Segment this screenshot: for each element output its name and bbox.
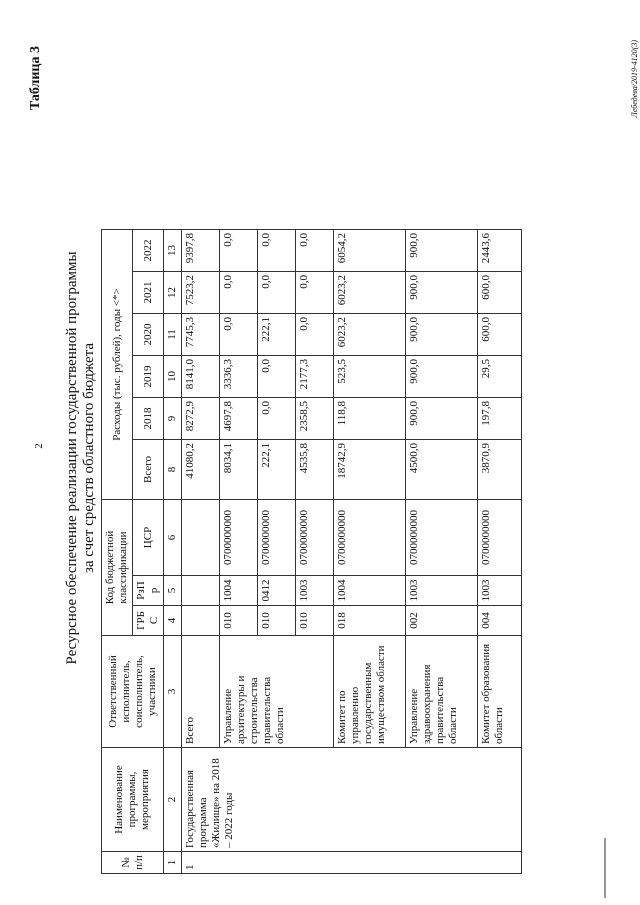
responsible-cell: Управление архитектуры и строительства правительства области [220,636,334,748]
value-cell: 7523,2 [182,272,220,314]
grbs-cell: 018 [334,606,406,636]
column-number: 2 [164,748,182,852]
header-rzpr: РзП р [133,576,164,606]
value-cell: 6023,2 [334,314,406,356]
column-number: 9 [164,398,182,440]
header-year: 2018 [133,398,164,440]
column-number: 6 [164,500,182,576]
value-cell: 9397,8 [182,230,220,272]
value-cell: 900,0 [406,272,478,314]
value-cell: 0,0 [220,272,258,314]
rzpr-cell: 1003 [406,576,478,606]
value-cell: 0,0 [258,356,296,398]
csr-cell: 0700000000 [220,500,258,576]
value-cell: 0,0 [296,314,334,356]
header-name: Наименование программы, мероприятия [102,748,164,852]
page-number: 2 [32,443,45,449]
program-name: Государственная программа «Жилище» на 2018 – 2022 годы [182,748,522,852]
value-cell: 118,8 [334,398,406,440]
value-cell: 2358,5 [296,398,334,440]
grbs-cell: 002 [406,606,478,636]
document-footer: Лебедева/2019-4120(3) [630,40,639,118]
rotated-page [30,38,640,878]
responsible-cell: Комитет по управлению государственным имуществом области [334,636,406,748]
total-cell: 3870,9 [478,440,522,500]
value-cell: 900,0 [406,314,478,356]
column-number: 11 [164,314,182,356]
title-line-1: Ресурсное обеспечение реализации государственной программы [64,251,80,665]
value-cell: 6054,2 [334,230,406,272]
grbs-cell: 010 [220,606,258,636]
header-num: № п/п [102,852,164,874]
header-year: 2021 [133,272,164,314]
value-cell: 900,0 [406,356,478,398]
grbs-cell: 004 [478,606,522,636]
total-cell: 4535,8 [296,440,334,500]
value-cell: 0,0 [220,314,258,356]
title-line-2: за счет средств областного бюджета [81,342,97,574]
csr-cell [182,500,220,576]
csr-cell: 0700000000 [478,500,522,576]
program-number: 1 [182,852,522,874]
value-cell: 0,0 [296,272,334,314]
rzpr-cell: 1004 [220,576,258,606]
header-budget-code: Код бюджетной классификации [102,500,133,636]
column-number: 8 [164,440,182,500]
scan-edge-mark [604,838,606,898]
value-cell: 0,0 [258,230,296,272]
document-title [64,38,98,878]
header-year: 2020 [133,314,164,356]
column-number: 4 [164,606,182,636]
responsible-cell: Комитет образования области [478,636,522,748]
header-year: 2022 [133,230,164,272]
value-cell: 29,5 [478,356,522,398]
value-cell: 3336,3 [220,356,258,398]
header-row-1 [102,230,133,874]
value-cell: 600,0 [478,272,522,314]
header-expenses: Расходы (тыс. рублей), годы <*> [102,230,133,500]
grbs-cell [182,606,220,636]
value-cell: 0,0 [220,230,258,272]
header-grbs: ГРБ С [133,606,164,636]
column-number: 3 [164,636,182,748]
value-cell: 900,0 [406,398,478,440]
value-cell: 900,0 [406,230,478,272]
column-number: 12 [164,272,182,314]
csr-cell: 0700000000 [296,500,334,576]
table-row [182,230,220,874]
total-cell: 222,1 [258,440,296,500]
value-cell: 197,8 [478,398,522,440]
header-year: 2019 [133,356,164,398]
rzpr-cell [182,576,220,606]
csr-cell: 0700000000 [406,500,478,576]
csr-cell: 0700000000 [258,500,296,576]
value-cell: 2177,3 [296,356,334,398]
csr-cell: 0700000000 [334,500,406,576]
value-cell: 0,0 [258,272,296,314]
value-cell: 0,0 [258,398,296,440]
column-number: 13 [164,230,182,272]
rzpr-cell: 0412 [258,576,296,606]
value-cell: 600,0 [478,314,522,356]
total-cell: 18742,9 [334,440,406,500]
rzpr-cell: 1003 [478,576,522,606]
header-responsible: Ответственный исполнитель, соисполнитель, участники [102,636,164,748]
value-cell: 2443,6 [478,230,522,272]
responsible-cell: Всего [182,636,220,748]
grbs-cell: 010 [258,606,296,636]
value-cell: 8272,9 [182,398,220,440]
value-cell: 7745,3 [182,314,220,356]
value-cell: 8141,0 [182,356,220,398]
column-number: 5 [164,576,182,606]
value-cell: 0,0 [296,230,334,272]
header-total: Всего [133,440,164,500]
rzpr-cell: 1003 [296,576,334,606]
budget-table [101,229,522,874]
total-cell: 41080,2 [182,440,220,500]
column-number: 1 [164,852,182,874]
column-number-row [164,230,182,874]
total-cell: 8034,1 [220,440,258,500]
rzpr-cell: 1004 [334,576,406,606]
value-cell: 4697,8 [220,398,258,440]
responsible-cell: Управление здравоохранения правительства области [406,636,478,748]
value-cell: 6023,2 [334,272,406,314]
value-cell: 523,5 [334,356,406,398]
column-number: 10 [164,356,182,398]
grbs-cell: 010 [296,606,334,636]
total-cell: 4500,0 [406,440,478,500]
table-label: Таблица 3 [28,46,43,111]
value-cell: 222,1 [258,314,296,356]
header-csr: ЦСР [133,500,164,576]
